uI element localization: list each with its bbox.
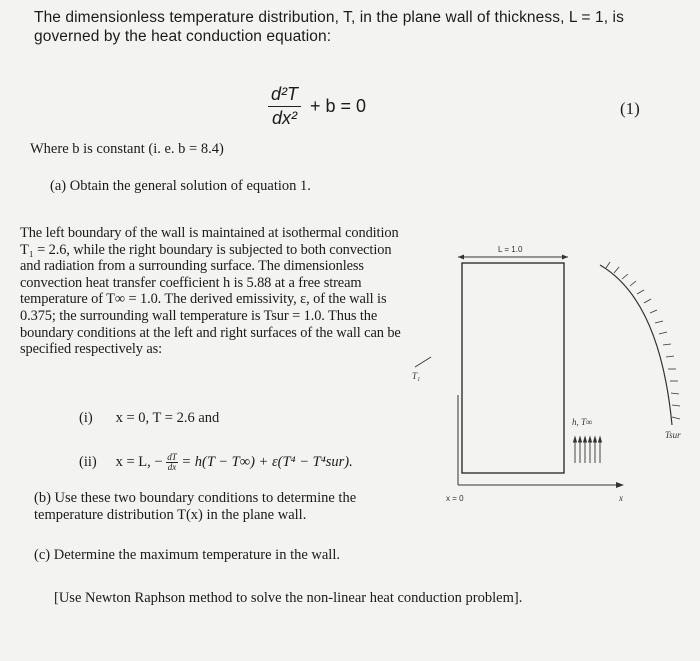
bc2-frac-den: dx (167, 462, 177, 472)
t1-label: T₁ (412, 371, 421, 381)
boundary-description-paragraph (20, 225, 405, 358)
equation-number: (1) (620, 99, 640, 118)
equation-denominator: dx² (271, 108, 297, 128)
bc1-text: x = 0, T = 2.6 and (115, 410, 220, 426)
length-arrow-left (458, 255, 464, 260)
x-axis-label: x (619, 493, 623, 503)
bc2-derivative (166, 453, 178, 472)
bc1-label: (i) (79, 410, 93, 426)
x0-label: x = 0 (446, 494, 464, 503)
paragraph-text: The left boundary of the wall is maintained at isothermal condition T₁ = 2.6, while the right boundary is subjected to both convection and radiation from a surrounding surface. The dimensionless convection heat transfer coefficient h is 5.88 at a free stream temperature of T∞ = 1.0. The derived emissivity, ε, of the wall is 0.375; the surrounding wall temperature is Tsur = 1.0. Thus the boundary conditions at the left and right surfaces of the wall can be specified respectively as: (20, 225, 401, 358)
length-arrow-right (562, 255, 568, 260)
method-note: [Use Newton Raphson method to solve the non-linear heat conduction problem]. (54, 590, 523, 606)
convection-label: h, T∞ (572, 417, 593, 427)
governing-equation (268, 84, 366, 129)
t1-leader-line (415, 357, 431, 367)
wall-rectangle (462, 263, 564, 473)
convection-arrows (574, 437, 602, 463)
boundary-condition-2 (79, 453, 353, 472)
equation-rest: + b = 0 (310, 96, 367, 116)
surrounding-surface-hatching (606, 262, 680, 419)
bc2-rhs: = h(T − T∞) + ε(T⁴ − T⁴sur). (181, 453, 353, 470)
part-b-text: (b) Use these two boundary conditions to determine the temperature distribution T(x) in the plane wall. (34, 490, 357, 523)
bc2-frac-num: dT (167, 452, 177, 462)
surrounding-surface-arc (600, 265, 672, 425)
boundary-condition-1 (79, 410, 219, 427)
part-a: (a) Obtain the general solution of equation 1. (50, 178, 311, 194)
bc2-label: (ii) (79, 453, 97, 470)
bc2-lhs: x = L, − (115, 453, 163, 470)
problem-title: The dimensionless temperature distribution, T, in the plane wall of thickness, L = 1, is governed by the heat conduction equation: (34, 9, 624, 45)
where-text: Where b is constant (i. e. b = 8.4) (30, 141, 224, 157)
part-c: (c) Determine the maximum temperature in the wall. (34, 547, 340, 563)
x-axis-arrow (616, 482, 624, 488)
equation-fraction (268, 84, 301, 129)
part-b (34, 490, 414, 524)
length-label: L = 1.0 (498, 245, 523, 254)
tsur-label: Tsur (665, 430, 681, 440)
equation-numerator: d²T (268, 84, 301, 107)
